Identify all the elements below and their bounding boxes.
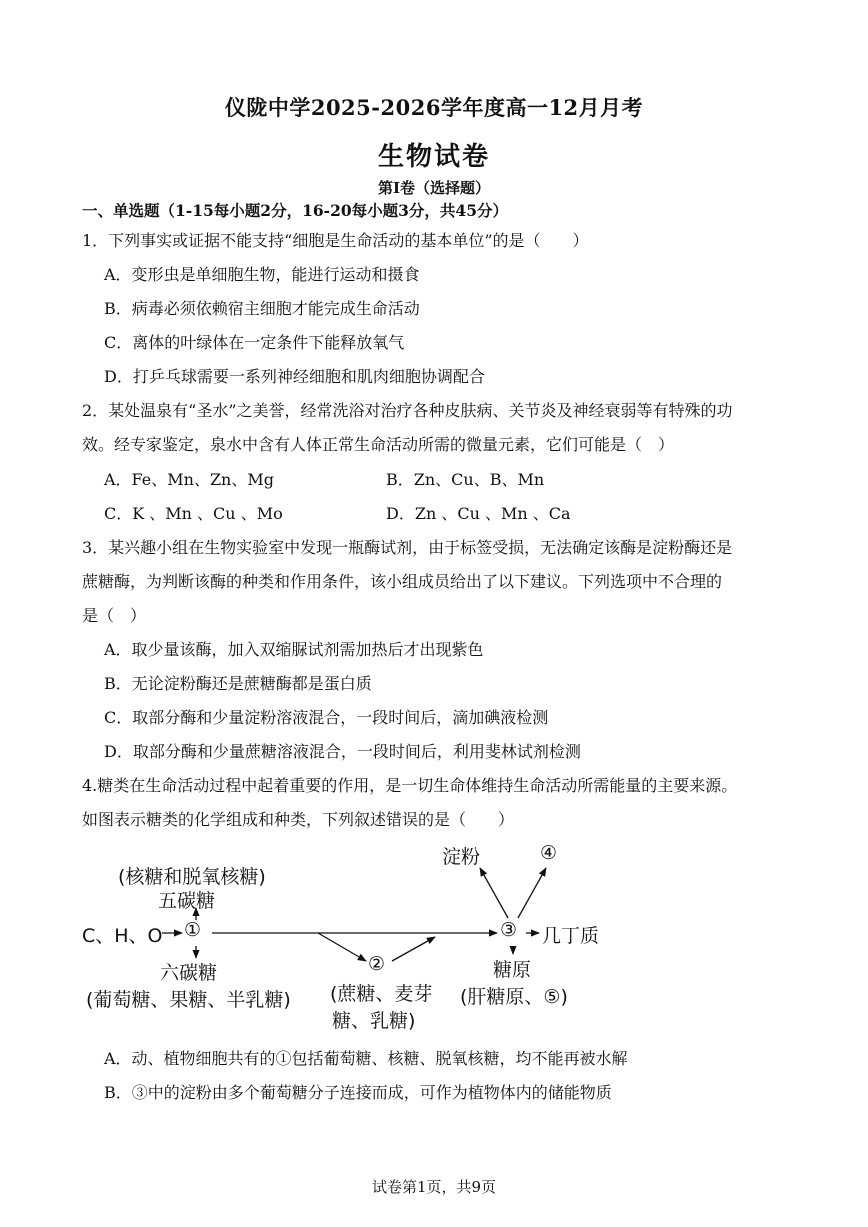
pentose-examples: (核糖和脱氧核糖) <box>118 866 266 888</box>
q2-option-d: D．Zn 、Cu 、Mn 、Ca <box>386 504 571 523</box>
elements-label: C、H、O <box>82 925 163 947</box>
chitin-label: 几丁质 <box>542 925 600 947</box>
disaccharide-examples-line1: (蔗糖、麦芽 <box>330 983 433 1005</box>
page-footer: 试卷第1页，共9页 <box>371 1178 497 1196</box>
pentose-label: 五碳糖 <box>158 890 216 912</box>
q1-stem: 1．下列事实或证据不能支持“细胞是生命活动的基本单位”的是（ ） <box>82 231 589 250</box>
q2-option-a: A．Fe、Mn、Zn、Mg <box>104 470 274 489</box>
disaccharide-examples-line2: 糖、乳糖) <box>332 1010 416 1032</box>
glycogen-examples: (肝糖原、⑤) <box>460 986 568 1008</box>
q3-option-d: D．取部分酶和少量蔗糖溶液混合，一段时间后，利用斐林试剂检测 <box>104 742 581 761</box>
q2-stem-line2: 效。经专家鉴定，泉水中含有人体正常生命活动所需的微量元素，它们可能是（ ） <box>82 435 675 454</box>
q3-option-a: A．取少量该酶，加入双缩脲试剂需加热后才出现紫色 <box>104 640 484 659</box>
q3-stem-line2: 蔗糖酶，为判断该酶的种类和作用条件，该小组成员给出了以下建议。下列选项中不合理的 <box>82 572 723 591</box>
q1-option-d: D．打乒乓球需要一系列神经细胞和肌肉细胞协调配合 <box>104 367 485 386</box>
volume-heading: 第I卷（选择题） <box>377 179 491 197</box>
subject-title: 生物试卷 <box>377 142 490 172</box>
q1-option-a: A．变形虫是单细胞生物，能进行运动和摄食 <box>104 265 420 284</box>
q3-stem-line1: 3．某兴趣小组在生物实验室中发现一瓶酶试剂，由于标签受损，无法确定该酶是淀粉酶还是 <box>82 538 733 557</box>
q3-option-b: B．无论淀粉酶还是蔗糖酶都是蛋白质 <box>104 674 372 693</box>
section-heading: 一、单选题（1-15每小题2分，16-20每小题3分，共45分） <box>82 201 509 220</box>
q4-stem-line1: 4.糖类在生命活动过程中起着重要的作用，是一切生命体维持生命活动所需能量的主要来源。 <box>82 776 738 795</box>
q2-option-b: B．Zn、Cu、B、Mn <box>386 470 545 489</box>
q3-option-c: C．取部分酶和少量淀粉溶液混合，一段时间后，滴加碘液检测 <box>104 708 549 727</box>
q1-option-c: C．离体的叶绿体在一定条件下能释放氧气 <box>104 333 405 352</box>
q4-option-b: B．③中的淀粉由多个葡萄糖分子连接而成，可作为植物体内的储能物质 <box>104 1083 612 1102</box>
q3-stem-line3: 是（ ） <box>82 606 147 625</box>
exam-title: 仪陇中学2025-2026学年度高一12月月考 <box>224 95 644 120</box>
node-4: ④ <box>540 842 558 864</box>
hexose-examples: (葡萄糖、果糖、半乳糖) <box>86 989 291 1011</box>
glycogen-label: 糖原 <box>493 959 532 981</box>
q2-option-c: C．K 、Mn 、Cu 、Mo <box>104 504 283 523</box>
node-2: ② <box>368 953 386 975</box>
q1-option-b: B．病毒必须依赖宿主细胞才能完成生命活动 <box>104 299 420 318</box>
node-3: ③ <box>500 919 518 941</box>
q4-stem-line2: 如图表示糖类的化学组成和种类，下列叙述错误的是（ ） <box>82 810 515 829</box>
q2-stem-line1: 2．某处温泉有“圣水”之美誉，经常洗浴对治疗各种皮肤病、关节炎及神经衰弱等有特殊的功 <box>82 401 733 420</box>
q4-option-a: A．动、植物细胞共有的①包括葡萄糖、核糖、脱氧核糖，均不能再被水解 <box>104 1049 628 1068</box>
starch-label: 淀粉 <box>442 846 481 868</box>
hexose-label: 六碳糖 <box>160 962 218 984</box>
node-1: ① <box>184 919 202 941</box>
